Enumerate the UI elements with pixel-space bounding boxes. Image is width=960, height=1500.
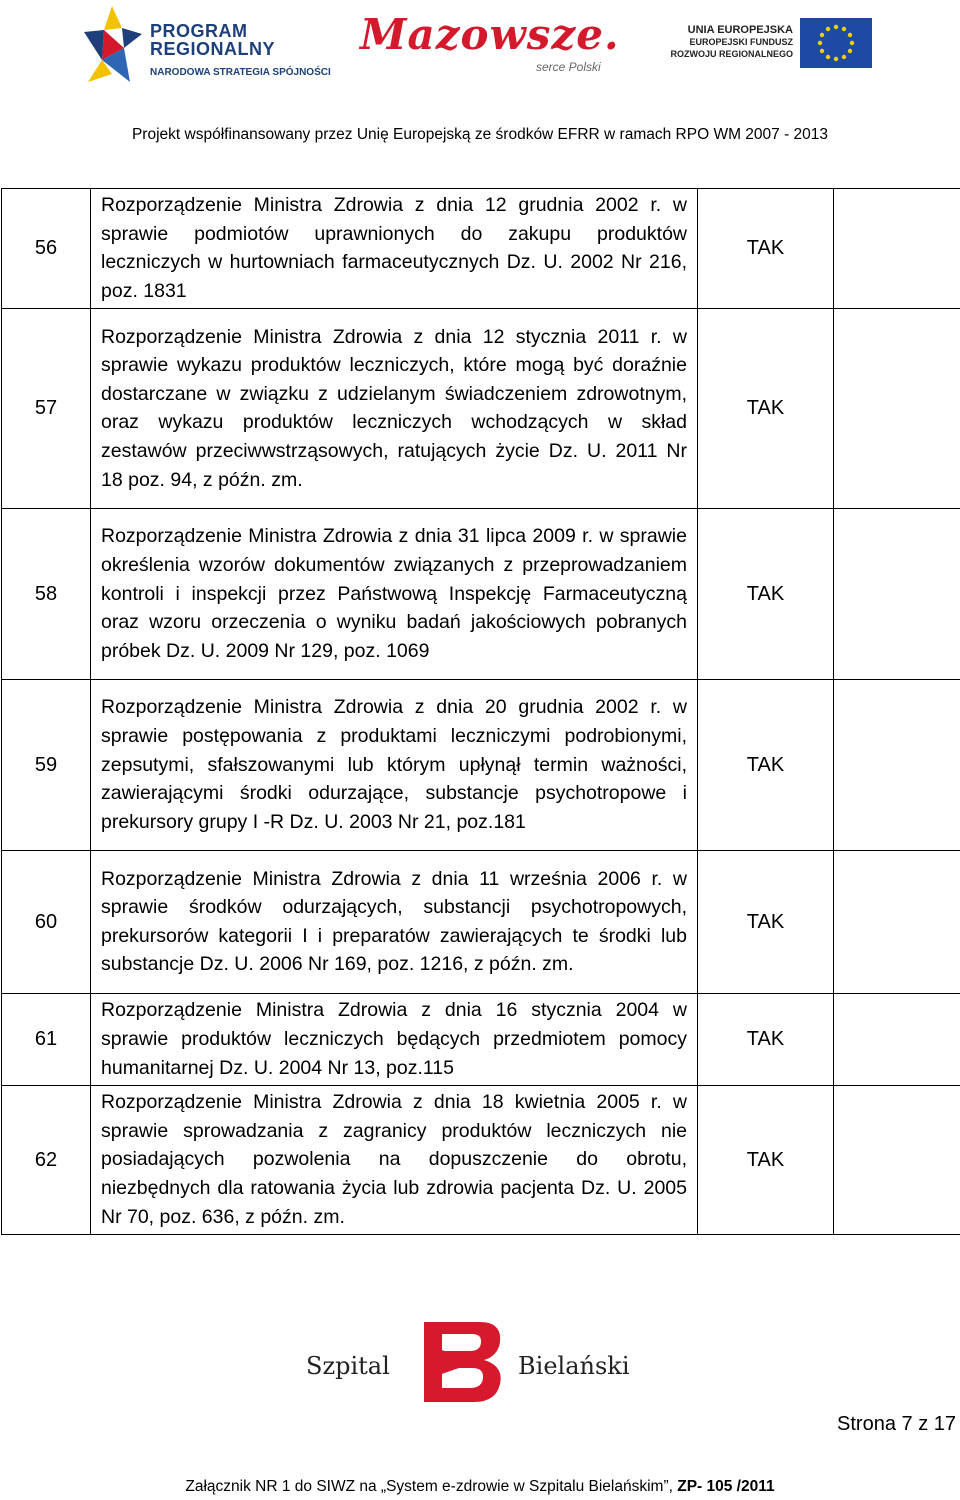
- table-row: [2, 994, 960, 1086]
- row-number: 56: [2, 189, 91, 309]
- notes-cell: [834, 189, 960, 309]
- row-number: 59: [2, 680, 91, 851]
- compliance-answer: TAK: [698, 509, 834, 680]
- footer-attachment-note: [0, 1478, 960, 1496]
- star-logo-icon: [82, 4, 144, 84]
- table-row: [2, 509, 960, 680]
- compliance-answer: TAK: [698, 189, 834, 309]
- compliance-answer: TAK: [698, 309, 834, 509]
- row-number: 58: [2, 509, 91, 680]
- program-regionalny-subtitle: NARODOWA STRATEGIA SPÓJNOŚCI: [150, 67, 331, 78]
- mazowsze-wordmark: Mazowsze.: [360, 10, 620, 59]
- regulation-text: Rozporządzenie Ministra Zdrowia z dnia 12 grudnia 2002 r. w sprawie podmiotów uprawnionych do zakupu produktów leczniczych w hurtowniach farmaceutycznych Dz. U. 2002 Nr 216, poz. 1831: [91, 189, 698, 309]
- notes-cell: [834, 509, 960, 680]
- szpital-word: Szpital: [306, 1352, 390, 1380]
- compliance-answer: TAK: [698, 680, 834, 851]
- regulation-text: Rozporządzenie Ministra Zdrowia z dnia 16 stycznia 2004 w sprawie produktów leczniczych będących przedmiotem pomocy humanitarnej Dz. U. 2004 Nr 13, poz.115: [91, 994, 698, 1086]
- row-number: 62: [2, 1086, 91, 1235]
- compliance-answer: TAK: [698, 994, 834, 1086]
- footer-note-reference: ZP- 105 /2011: [677, 1478, 775, 1495]
- eu-logo: [655, 18, 875, 73]
- szpital-bielanski-logo: [300, 1318, 660, 1408]
- table-row: [2, 1086, 960, 1235]
- hospital-b-logo-icon: [418, 1318, 506, 1406]
- regulation-text: Rozporządzenie Ministra Zdrowia z dnia 31 lipca 2009 r. w sprawie określenia wzorów dokumentów związanych z przeprowadzaniem kontroli i inspekcji przez Państwową Inspekcję Farmaceutyczną oraz wzoru orzeczenia o wyniku badań jakościowych pobranych próbek Dz. U. 2009 Nr 129, poz. 1069: [91, 509, 698, 680]
- compliance-answer: TAK: [698, 1086, 834, 1235]
- program-regionalny-logo: [82, 4, 332, 84]
- eu-flag-icon: [800, 18, 872, 68]
- regulation-text: Rozporządzenie Ministra Zdrowia z dnia 20 grudnia 2002 r. w sprawie postępowania z produktami leczniczymi podrobionymi, zepsutymi, sfałszowanymi lub którym upłynął termin ważności, zawierającymi środki odurzające, substancje psychotropowe i prekursory grupy I -R Dz. U. 2003 Nr 21, poz.181: [91, 680, 698, 851]
- notes-cell: [834, 309, 960, 509]
- header-logo-bar: [0, 0, 960, 90]
- footer-note-text: Załącznik NR 1 do SIWZ na „System e-zdrowie w Szpitalu Bielańskim”,: [185, 1478, 678, 1495]
- notes-cell: [834, 680, 960, 851]
- notes-cell: [834, 851, 960, 994]
- regulation-text: Rozporządzenie Ministra Zdrowia z dnia 11 września 2006 r. w sprawie środków odurzających, substancji psychotropowych, prekursorów kategorii I i preparatów zawierających te środki lub substancje Dz. U. 2006 Nr 169, poz. 1216, z późn. zm.: [91, 851, 698, 994]
- mazowsze-tagline: serce Polski: [536, 60, 601, 74]
- table-row: [2, 680, 960, 851]
- mazowsze-logo: [360, 10, 620, 74]
- notes-cell: [834, 994, 960, 1086]
- cofinancing-note: Projekt współfinansowany przez Unię Europejską ze środków EFRR w ramach RPO WM 2007 - 2013: [131, 126, 829, 143]
- page-number: Strona 7 z 17: [837, 1413, 956, 1435]
- compliance-answer: TAK: [698, 851, 834, 994]
- regulation-text: Rozporządzenie Ministra Zdrowia z dnia 12 stycznia 2011 r. w sprawie wykazu produktów leczniczych, które mogą być doraźnie dostarczane w związku z udzielanym świadczeniem zdrowotnym, oraz wykazu produktów leczniczych wchodzących w skład zestawów przeciwwstrząsowych, ratujących życie Dz. U. 2011 Nr 18 poz. 94, z późn. zm.: [91, 309, 698, 509]
- row-number: 61: [2, 994, 91, 1086]
- table-row: [2, 309, 960, 509]
- bielanski-word: Bielański: [518, 1352, 630, 1380]
- regulation-text: Rozporządzenie Ministra Zdrowia z dnia 18 kwietnia 2005 r. w sprawie sprowadzania z zagranicy produktów leczniczych nie posiadających pozwolenia na dopuszczenie do obrotu, niezbędnych dla ratowania życia lub zdrowia pacjenta Dz. U. 2005 Nr 70, poz. 636, z późn. zm.: [91, 1086, 698, 1235]
- regulations-table: [1, 188, 960, 1235]
- row-number: 57: [2, 309, 91, 509]
- table-row: [2, 851, 960, 994]
- row-number: 60: [2, 851, 91, 994]
- eu-logo-text: UNIA EUROPEJSKA EUROPEJSKI FUNDUSZ ROZWOJU REGIONALNEGO: [670, 24, 793, 59]
- table-row: [2, 189, 960, 309]
- program-regionalny-title: PROGRAM REGIONALNY: [150, 21, 276, 59]
- notes-cell: [834, 1086, 960, 1235]
